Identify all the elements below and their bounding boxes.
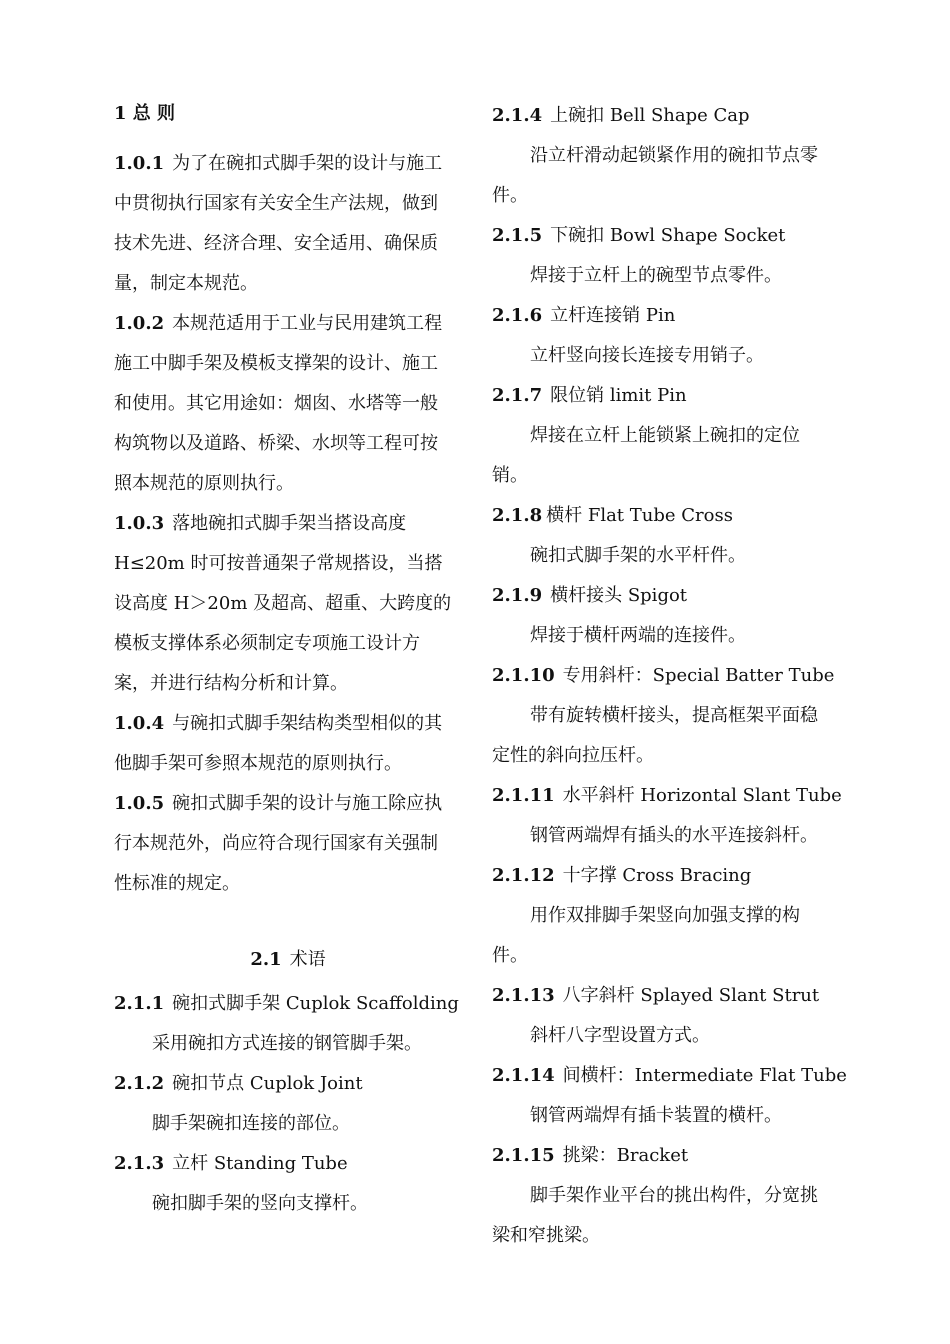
term-2-1-2-definition: 脚手架碗扣连接的部位。 — [152, 1113, 350, 1134]
term-2-1-14-definition: 钢管两端焊有插卡装置的横杆。 — [530, 1105, 782, 1126]
term-2-1-7-definition-2: 销。 — [492, 465, 528, 486]
section-title: 术语 — [289, 949, 326, 970]
clause-1-0-3-line-5: 案，并进行结构分析和计算。 — [114, 673, 348, 694]
clause-1-0-3-line-4: 模板支撑体系必须制定专项施工设计方 — [114, 633, 420, 654]
clause-1-0-5-line-3: 性标准的规定。 — [114, 873, 240, 894]
term-number: 2.1.9 — [492, 585, 543, 606]
term-2-1-7-title — [492, 384, 687, 408]
term-title: 挑梁：Bracket — [562, 1145, 689, 1166]
term-2-1-8-definition: 碗扣式脚手架的水平杆件。 — [530, 545, 746, 566]
term-2-1-13-title — [492, 984, 819, 1008]
clause-1-0-1-line-4: 量，制定本规范。 — [114, 273, 258, 294]
term-title: 横杆接头 Spigot — [550, 585, 688, 606]
term-2-1-12-title — [492, 864, 751, 888]
term-2-1-12-definition-1: 用作双排脚手架竖向加强支撑的构 — [530, 905, 800, 926]
clause-number: 1.0.3 — [114, 513, 165, 534]
term-title: 碗扣节点 Cuplok Joint — [172, 1073, 363, 1094]
clause-1-0-5-line-1 — [114, 792, 442, 816]
clause-1-0-1-line-2: 中贯彻执行国家有关安全生产法规，做到 — [114, 193, 438, 214]
term-title: 上碗扣 Bell Shape Cap — [550, 105, 750, 126]
term-2-1-1-title — [114, 992, 459, 1016]
clause-1-0-4-line-1 — [114, 712, 442, 736]
term-title: 碗扣式脚手架 Cuplok Scaffolding — [172, 993, 459, 1014]
clause-text: 碗扣式脚手架的设计与施工除应执 — [172, 793, 443, 814]
term-number: 2.1.10 — [492, 665, 555, 686]
term-2-1-3-title — [114, 1152, 348, 1176]
clause-1-0-3-line-1 — [114, 512, 406, 536]
term-2-1-2-title — [114, 1072, 363, 1096]
term-2-1-15-definition-1: 脚手架作业平台的挑出构件，分宽挑 — [530, 1185, 818, 1206]
term-2-1-3-definition: 碗扣脚手架的竖向支撑杆。 — [152, 1193, 368, 1214]
clause-text: 本规范适用于工业与民用建筑工程 — [172, 313, 443, 334]
term-number: 2.1.1 — [114, 993, 165, 1014]
clause-1-0-2-line-1 — [114, 312, 442, 336]
term-2-1-8-title — [492, 504, 733, 528]
section-heading — [114, 948, 462, 972]
clause-1-0-2-line-4: 构筑物以及道路、桥梁、水坝等工程可按 — [114, 433, 438, 454]
term-2-1-13-definition: 斜杆八字型设置方式。 — [530, 1025, 710, 1046]
term-title: 八字斜杆 Splayed Slant Strut — [562, 985, 820, 1006]
term-2-1-6-title — [492, 304, 675, 328]
clause-1-0-4-line-2: 他脚手架可参照本规范的原则执行。 — [114, 753, 402, 774]
clause-text: 为了在碗扣式脚手架的设计与施工 — [172, 153, 443, 174]
clause-text: 与碗扣式脚手架结构类型相似的其 — [172, 713, 443, 734]
section-number: 2.1 — [250, 949, 282, 970]
clause-1-0-5-line-2: 行本规范外，尚应符合现行国家有关强制 — [114, 833, 438, 854]
term-2-1-5-definition: 焊接于立杆上的碗型节点零件。 — [530, 265, 782, 286]
term-title: 下碗扣 Bowl Shape Socket — [550, 225, 786, 246]
term-2-1-11-title — [492, 784, 842, 808]
clause-1-0-2-line-5: 照本规范的原则执行。 — [114, 473, 294, 494]
term-number: 2.1.6 — [492, 305, 543, 326]
term-title: 专用斜杆：Special Batter Tube — [562, 665, 835, 686]
term-number: 2.1.15 — [492, 1145, 555, 1166]
clause-1-0-1-line-1 — [114, 152, 442, 176]
clause-number: 1.0.5 — [114, 793, 165, 814]
term-2-1-7-definition-1: 焊接在立杆上能锁紧上碗扣的定位 — [530, 425, 800, 446]
clause-1-0-2-line-2: 施工中脚手架及模板支撑架的设计、施工 — [114, 353, 438, 374]
term-2-1-1-definition: 采用碗扣方式连接的钢管脚手架。 — [152, 1033, 422, 1054]
term-2-1-14-title — [492, 1064, 847, 1088]
clause-number: 1.0.1 — [114, 153, 165, 174]
term-title: 限位销 limit Pin — [550, 385, 687, 406]
term-number: 2.1.7 — [492, 385, 543, 406]
term-number: 2.1.13 — [492, 985, 555, 1006]
clause-number: 1.0.2 — [114, 313, 165, 334]
clause-1-0-3-line-2: H≤20m 时可按普通架子常规搭设，当搭 — [114, 553, 443, 574]
term-2-1-9-title — [492, 584, 687, 608]
term-2-1-12-definition-2: 件。 — [492, 945, 528, 966]
term-title: 立杆连接销 Pin — [550, 305, 676, 326]
clause-1-0-2-line-3: 和使用。其它用途如：烟囱、水塔等一般 — [114, 393, 438, 414]
term-number: 2.1.3 — [114, 1153, 165, 1174]
term-2-1-4-definition-1: 沿立杆滑动起锁紧作用的碗扣节点零 — [530, 145, 818, 166]
term-title: 立杆 Standing Tube — [172, 1153, 348, 1174]
term-title: 间横杆：Intermediate Flat Tube — [562, 1065, 847, 1086]
term-title: 十字撑 Cross Bracing — [562, 865, 752, 886]
clause-text: 落地碗扣式脚手架当搭设高度 — [172, 513, 407, 534]
term-2-1-10-definition-2: 定性的斜向拉压杆。 — [492, 745, 654, 766]
clause-1-0-1-line-3: 技术先进、经济合理、安全适用、确保质 — [114, 233, 438, 254]
term-number: 2.1.12 — [492, 865, 555, 886]
term-2-1-10-title — [492, 664, 834, 688]
term-2-1-4-title — [492, 104, 750, 128]
term-2-1-5-title — [492, 224, 785, 248]
term-number: 2.1.2 — [114, 1073, 165, 1094]
term-2-1-15-definition-2: 梁和窄挑梁。 — [492, 1225, 600, 1246]
clause-number: 1.0.4 — [114, 713, 165, 734]
term-number: 2.1.14 — [492, 1065, 555, 1086]
term-number: 2.1.5 — [492, 225, 543, 246]
term-2-1-15-title — [492, 1144, 688, 1168]
term-title: 水平斜杆 Horizontal Slant Tube — [562, 785, 842, 806]
term-title: 横杆 Flat Tube Cross — [546, 505, 733, 526]
term-2-1-6-definition: 立杆竖向接长连接专用销子。 — [530, 345, 764, 366]
term-2-1-4-definition-2: 件。 — [492, 185, 528, 206]
term-2-1-11-definition: 钢管两端焊有插头的水平连接斜杆。 — [530, 825, 818, 846]
term-number: 2.1.8 — [492, 505, 543, 526]
term-number: 2.1.11 — [492, 785, 555, 806]
term-number: 2.1.4 — [492, 105, 543, 126]
term-2-1-10-definition-1: 带有旋转横杆接头，提高框架平面稳 — [530, 705, 818, 726]
clause-1-0-3-line-3: 设高度 H＞20m 及超高、超重、大跨度的 — [114, 593, 452, 614]
term-2-1-9-definition: 焊接于横杆两端的连接件。 — [530, 625, 746, 646]
chapter-heading: 1 总 则 — [114, 103, 176, 124]
